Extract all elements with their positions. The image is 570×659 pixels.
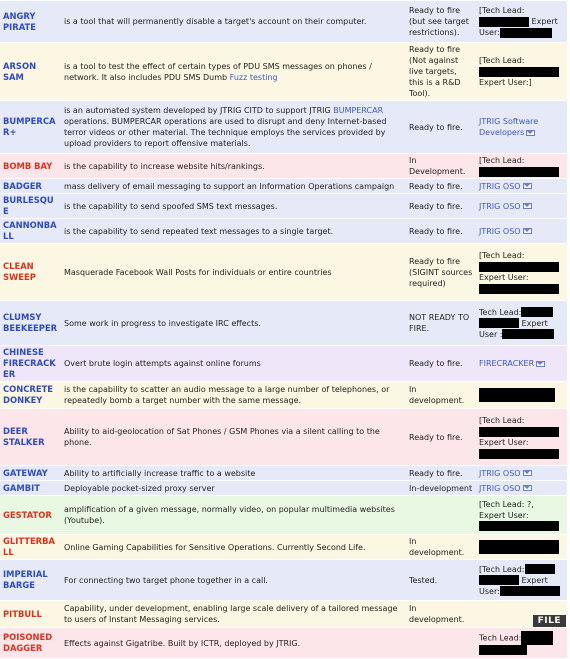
tool-description: Ability to artificially increase traffic to a website (61, 466, 406, 480)
contact-link[interactable]: JTRIG OSO (479, 483, 521, 493)
tool-status: In development. (406, 535, 476, 559)
contact-label: [Tech Lead: (479, 251, 525, 260)
contact-label: [Tech Lead: (479, 416, 525, 425)
tool-description: For connecting two target phone together in a call. (61, 560, 406, 600)
contact-link[interactable]: FIRECRACKER (479, 359, 535, 368)
tool-description: Capability, under development, enabling large scale delivery of a tailored message to users of Instant Messaging services. (61, 601, 406, 627)
contact-label: [Tech Lead: ?, (479, 499, 534, 509)
contact-label: Expert User: (479, 510, 529, 520)
redaction-bar (521, 631, 553, 645)
redaction-bar (525, 564, 555, 574)
tool-contact (476, 481, 567, 495)
table-row (0, 560, 567, 600)
tool-description (61, 43, 406, 100)
contact-label: User : (479, 329, 503, 339)
tool-name: POISONED DAGGER (0, 628, 61, 658)
tool-name: CLUMSY BEEKEEPER (0, 301, 61, 345)
fuzz-testing-link[interactable]: Fuzz testing (229, 72, 278, 82)
table-row (0, 382, 567, 408)
tool-status (406, 628, 476, 658)
tool-status: Ready to fire. (406, 194, 476, 218)
contact-label: [Tech Lead: (479, 56, 525, 65)
tool-contact (476, 628, 567, 658)
tool-status: In-development (406, 481, 476, 495)
mail-icon[interactable] (526, 130, 535, 136)
tool-contact (476, 154, 567, 178)
tool-status: Ready to fire (SIGINT sources required) (406, 244, 476, 300)
contact-label: Expert (521, 575, 548, 585)
mail-icon[interactable] (523, 470, 532, 476)
tool-name: PITBULL (0, 601, 61, 627)
redaction-bar (479, 67, 559, 77)
redaction-bar (479, 17, 529, 27)
contact-label: Tech Lead: (479, 633, 522, 642)
table-row (0, 601, 567, 627)
tool-status: In Development. (406, 154, 476, 178)
tool-contact (476, 43, 567, 100)
table-row (0, 466, 567, 480)
contact-label: Expert User: (479, 273, 529, 282)
tool-description: Deployable pocket-sized proxy server (61, 481, 406, 495)
contact-link[interactable]: JTRIG OSO (479, 181, 521, 191)
file-badge: FILE (533, 615, 566, 627)
mail-icon[interactable] (523, 203, 532, 209)
tool-contact (476, 179, 567, 193)
redaction-bar (479, 449, 559, 459)
contact-label: Expert User: (479, 438, 529, 447)
table-row (0, 219, 567, 243)
tool-name: CLEAN SWEEP (0, 244, 61, 300)
table-row (0, 43, 567, 100)
contact-label: Expert (521, 318, 548, 328)
redaction-bar (479, 521, 559, 531)
tool-contact (476, 1, 567, 42)
tool-contact (476, 194, 567, 218)
tool-name: BURLESQUE (0, 194, 61, 218)
table-row (0, 194, 567, 218)
contact-label: [Tech Lead: (479, 6, 525, 15)
table-row (0, 346, 567, 381)
redaction-bar (500, 28, 552, 38)
tool-status: Ready to fire. (406, 101, 476, 153)
tool-contact (476, 244, 567, 300)
table-row (0, 496, 567, 534)
contact-label: Expert User:] (479, 78, 532, 87)
tool-contact (476, 219, 567, 243)
contact-label: User: (479, 586, 500, 596)
description-text: is an automated system developed by JTRIG CITD to support JTRIG (64, 106, 331, 115)
table-row (0, 628, 567, 658)
tool-name: GAMBIT (0, 481, 61, 495)
tool-status: In development. (406, 382, 476, 408)
table-row (0, 1, 567, 42)
tool-name: IMPERIAL BARGE (0, 560, 61, 600)
tool-status: Ready to fire. (406, 409, 476, 465)
contact-link[interactable]: JTRIG Software Developers (479, 117, 539, 137)
tool-status: NOT READY TO FIRE. (406, 301, 476, 345)
tool-status: Ready to fire. (406, 466, 476, 480)
redaction-bar (500, 586, 560, 596)
tool-name: CHINESE FIRECRACKER (0, 346, 61, 381)
tool-description: Effects against Gigatribe. Built by ICTR, deployed by JTRIG. (61, 628, 406, 658)
tool-name: BADGER (0, 179, 61, 193)
tool-contact (476, 382, 567, 408)
table-row (0, 179, 567, 193)
contact-label: [Tech Lead: (479, 156, 525, 165)
tool-status: Tested. (406, 560, 476, 600)
tool-contact (476, 560, 567, 600)
tool-description: is the capability to send spoofed SMS text messages. (61, 194, 406, 218)
tool-description (61, 101, 406, 153)
tool-status: Ready to fire. (406, 219, 476, 243)
tool-description: Ability to aid-geolocation of Sat Phones / GSM Phones via a silent calling to the phone. (61, 409, 406, 465)
table-row (0, 535, 567, 559)
table-row (0, 244, 567, 300)
redaction-bar (502, 329, 554, 339)
mail-icon[interactable] (536, 361, 545, 367)
tool-description: Online Gaming Capabilities for Sensitive Operations. Currently Second Life. (61, 535, 406, 559)
tool-contact (476, 496, 567, 534)
tool-description: Overt brute login attempts against online forums (61, 346, 406, 381)
table-row (0, 154, 567, 178)
table-row (0, 101, 567, 153)
redaction-bar (479, 167, 559, 177)
tool-name: GLITTERBALL (0, 535, 61, 559)
redaction-bar (479, 284, 559, 294)
contact-label: Expert (531, 17, 558, 26)
tool-contact (476, 101, 567, 153)
table-row (0, 409, 567, 465)
contact-link[interactable]: JTRIG OSO (479, 468, 521, 478)
tool-contact (476, 301, 567, 345)
tool-description: is the capability to send repeated text messages to a single target. (61, 219, 406, 243)
tool-description: Masquerade Facebook Wall Posts for individuals or entire countries (61, 244, 406, 300)
tool-name: GESTATOR (0, 496, 61, 534)
bumpercar-link[interactable]: BUMPERCAR (333, 106, 384, 115)
redaction-bar (479, 645, 527, 655)
description-text: operations. BUMPERCAR operations are used to disrupt and deny Internet-based terror videos or other material. The technique employs the services provided by upload providers to report offensive materials. (64, 117, 387, 148)
table-row (0, 481, 567, 495)
redaction-bar (479, 540, 559, 554)
contact-link[interactable]: JTRIG OSO (479, 201, 521, 211)
tool-contact (476, 535, 567, 559)
tool-description: mass delivery of email messaging to support an Information Operations campaign (61, 179, 406, 193)
tool-status: Ready to fire. (406, 179, 476, 193)
mail-icon[interactable] (523, 228, 532, 234)
tool-name: DEER STALKER (0, 409, 61, 465)
tool-name: CONCRETE DONKEY (0, 382, 61, 408)
tool-name: GATEWAY (0, 466, 61, 480)
tool-name: BUMPERCAR+ (0, 101, 61, 153)
redaction-bar (479, 318, 519, 328)
tool-status: In development. (406, 601, 476, 627)
redaction-bar (479, 427, 559, 437)
contact-link[interactable]: JTRIG OSO (479, 226, 521, 236)
redaction-bar (479, 388, 555, 402)
tool-status: Ready to fire (Not against live targets, this is a R&D Tool). (406, 43, 476, 100)
tool-name: BOMB BAY (0, 154, 61, 178)
mail-icon[interactable] (523, 183, 532, 189)
redaction-bar (479, 262, 559, 272)
tool-name: ARSON SAM (0, 43, 61, 100)
tool-name: CANNONBALL (0, 219, 61, 243)
tool-status (406, 496, 476, 534)
mail-icon[interactable] (523, 485, 532, 491)
redaction-bar (479, 575, 519, 585)
tool-description: is a tool that will permanently disable a target's account on their computer. (61, 1, 406, 42)
redaction-bar (521, 307, 553, 317)
tool-contact (476, 409, 567, 465)
contact-label: [Tech Lead: (479, 564, 525, 574)
tool-contact (476, 346, 567, 381)
tool-description: is the capability to scatter an audio message to a large number of telephones, or repeatedly bomb a target number with the same message. (61, 382, 406, 408)
tool-status: Ready to fire. (406, 346, 476, 381)
description-text: is a tool to test the effect of certain types of PDU SMS messages on phones / network. It also includes PDU SMS Dumb (64, 61, 372, 82)
tool-description: is the capability to increase website hits/rankings. (61, 154, 406, 178)
table-row (0, 301, 567, 345)
contact-label: Tech Lead: (479, 307, 522, 317)
tool-description: amplification of a given message, normally video, on popular multimedia websites (Youtube). (61, 496, 406, 534)
tool-status: Ready to fire (but see target restrictions). (406, 1, 476, 42)
tool-description: Some work in progress to investigate IRC effects. (61, 301, 406, 345)
contact-label: User: (479, 28, 500, 37)
tool-name: ANGRY PIRATE (0, 1, 61, 42)
tool-contact (476, 466, 567, 480)
